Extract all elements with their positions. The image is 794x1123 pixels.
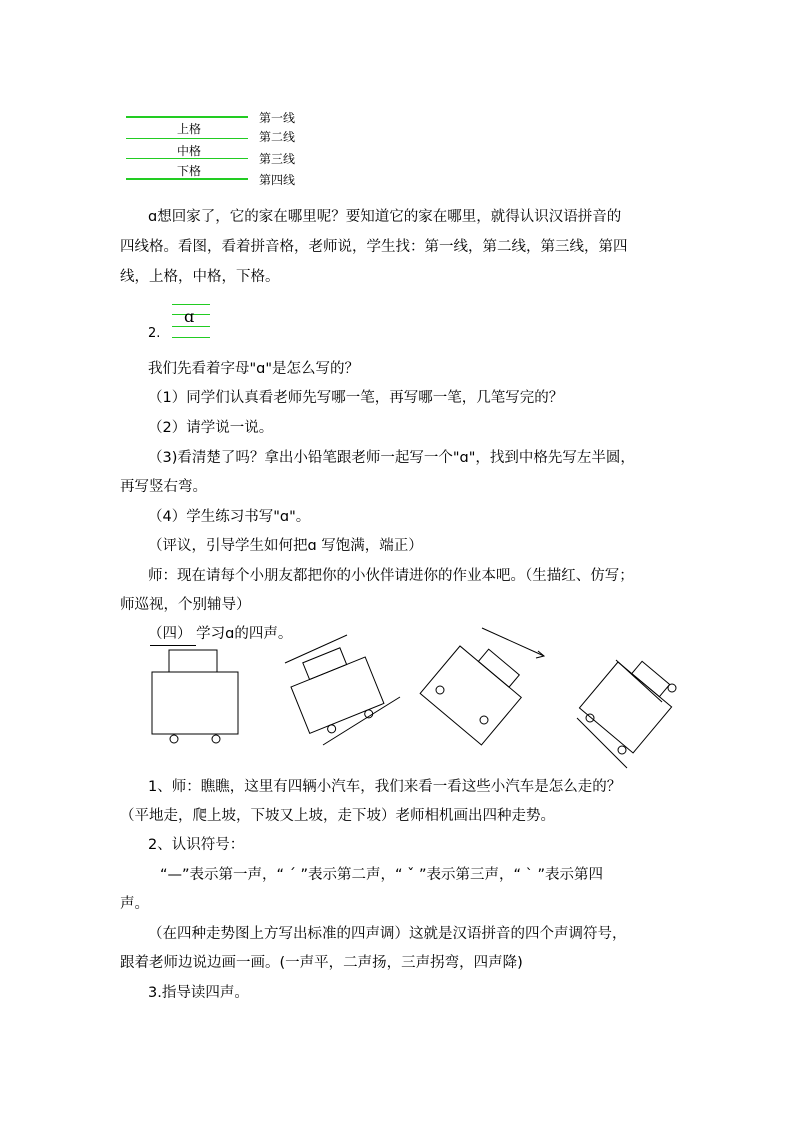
text-line-3: （2）请学说一说。 <box>148 420 274 436</box>
text2-line-2: （平地走，爬上坡，下坡又上坡，走下坡）老师相机画出四种走势。 <box>120 808 555 824</box>
text-line-6: （4）学生练习书写"ɑ"。 <box>148 509 311 525</box>
text2-line-4: “—”表示第一声，“ ˊ ”表示第二声，“ ˇ ”表示第三声，“ ˋ ”表示第四 <box>160 867 603 883</box>
line-2-label: 第二线 <box>259 130 296 144</box>
four-line-grid-diagram <box>120 108 320 188</box>
text-line-1: 我们先看着字母"ɑ"是怎么写的？ <box>148 361 360 377</box>
line-2 <box>126 138 248 139</box>
text2-line-6: （在四种走势图上方写出标准的四声调）这就是汉语拼音的四个声调符号， <box>148 926 627 942</box>
line-1 <box>126 116 248 118</box>
line-4-label: 第四线 <box>259 173 296 187</box>
text-line-5: 再写竖右弯。 <box>120 479 207 495</box>
car-uphill-diagram <box>275 635 405 745</box>
text-line-8: 师：现在请每个小朋友都把你的小伙伴请进你的作业本吧。（生描红、仿写； <box>148 568 634 584</box>
line-1-label: 第一线 <box>259 111 296 125</box>
text2-line-8: 3.指导读四声。 <box>148 985 249 1001</box>
letter-grid <box>172 302 212 342</box>
text-line-7: （评议，引导学生如何把ɑ 写饱满，端正） <box>148 538 423 554</box>
car-downhill-diagram <box>572 650 692 770</box>
car-down-up-diagram <box>432 618 562 728</box>
intro-line-1: ɑ想回家了，它的家在哪里呢？要知道它的家在哪里，就得认识汉语拼音的 <box>148 209 622 225</box>
intro-line-3: 线，上格，中格，下格。 <box>120 269 280 285</box>
text2-line-7: 跟着老师边说边画一画。(一声平，二声扬，三声拐弯，四声降) <box>120 955 523 971</box>
text-line-4: （3)看清楚了吗？拿出小铅笔跟老师一起写一个"ɑ"，找到中格先写左半圆， <box>148 450 635 466</box>
cell-upper-label: 上格 <box>177 122 202 136</box>
text-line-10: （四） 学习ɑ的四声。 <box>148 626 293 642</box>
line-3-label: 第三线 <box>259 152 296 166</box>
letter-a: ɑ <box>184 307 195 326</box>
section-underline <box>150 645 196 646</box>
text2-line-1: 1、师：瞧瞧，这里有四辆小汽车，我们来看一看这些小汽车是怎么走的？ <box>148 779 622 795</box>
text2-line-5: 声。 <box>120 896 149 912</box>
car-flat-diagram <box>150 648 250 748</box>
item-number: 2. <box>148 326 161 341</box>
text-line-9: 师巡视，个别辅导） <box>120 597 251 613</box>
text2-line-3: 2、认识符号： <box>148 837 245 853</box>
text-line-2: （1）同学们认真看老师先写哪一笔，再写哪一笔，几笔写完的？ <box>148 390 564 406</box>
cell-middle-label: 中格 <box>177 144 202 158</box>
cell-lower-label: 下格 <box>177 164 202 178</box>
intro-line-2: 四线格。看图，看着拼音格，老师说，学生找：第一线，第二线，第三线，第四 <box>120 239 628 255</box>
